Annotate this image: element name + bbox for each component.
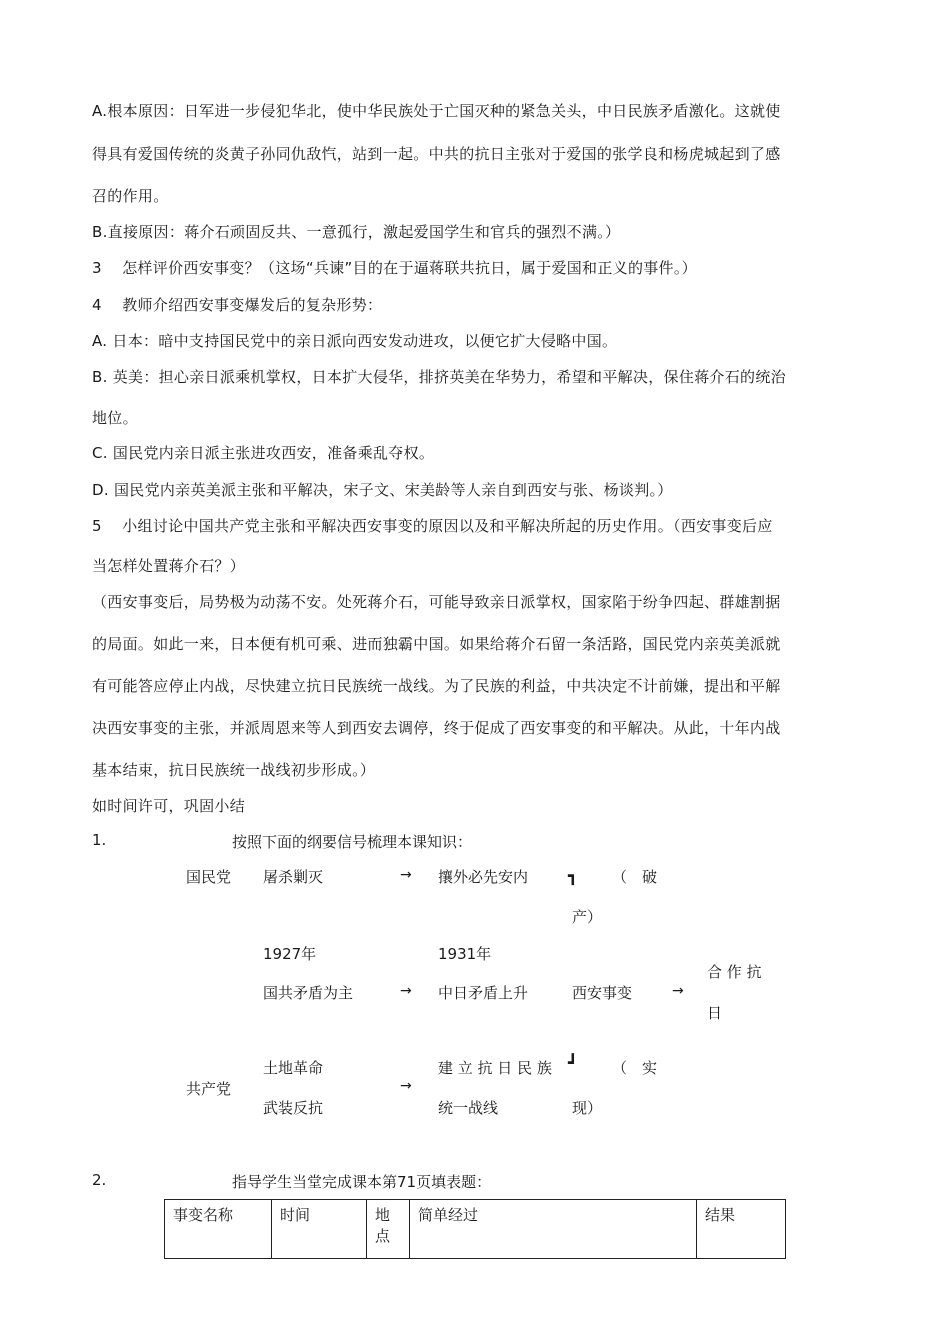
table-header-cell: 事变名称 [165, 1200, 272, 1259]
arrow-icon: → [672, 983, 684, 999]
diagram-xian-incident: 西安事变 [572, 984, 633, 1002]
arrow-icon: → [400, 983, 412, 999]
diagram-ccp: 共产党 [186, 1080, 232, 1098]
diagram-year-1931: 1931年 [438, 945, 492, 963]
para-discussion-5: 基本结束，抗日民族统一战线初步形成。） [92, 761, 376, 779]
diagram-kmt-policy: 攘外必先安内 [438, 868, 529, 886]
task-1-number: 1. [92, 831, 107, 849]
corner-bracket-icon: ┓ [568, 866, 578, 885]
diagram-ccp-action-1: 土地革命 [263, 1059, 324, 1077]
para-reason-root-3: 召的作用。 [92, 187, 169, 205]
para-discussion-3: 有可能答应停止内战，尽快建立抗日民族统一战线。为了民族的利益，中共决定不计前嫌，提出和平解 [92, 677, 781, 695]
task-2-number: 2. [92, 1171, 107, 1189]
para-item-3: 3 怎样评价西安事变？（这场“兵谏”目的在于逼蒋联共抗日，属于爱国和正义的事件。） [92, 259, 697, 277]
task-1-text: 按照下面的纲要信号梳理本课知识： [232, 833, 473, 851]
diagram-conflict-internal: 国共矛盾为主 [263, 984, 354, 1002]
para-pro-west: D. 国民党内亲英美派主张和平解决，宋子文、宋美龄等人亲自到西安与张、杨谈判。） [92, 481, 673, 499]
para-reason-direct: B.直接原因：蒋介石顽固反共、一意孤行，激起爱国学生和官兵的强烈不满。） [92, 223, 621, 241]
para-discussion-2: 的局面。如此一来，日本便有机可乘、进而独霸中国。如果给蒋介石留一条活路，国民党内亲英美派就 [92, 635, 781, 653]
para-item-5-2: 当怎样处置蒋介石？） [92, 557, 246, 575]
para-pro-japan: C. 国民党内亲日派主张进攻西安，准备乘乱夺权。 [92, 444, 435, 462]
diagram-cooperation-2: 日 [707, 1004, 723, 1022]
arrow-icon: → [400, 1078, 412, 1094]
diagram-break-close: 产） [572, 908, 603, 926]
table-header-cell: 地点 [367, 1200, 410, 1259]
diagram-kmt: 国民党 [186, 868, 232, 886]
task-2-text: 指导学生当堂完成课本第71页填表题： [232, 1173, 492, 1191]
diagram-real-close: 现） [572, 1099, 603, 1117]
para-uk-us-2: 地位。 [92, 409, 138, 427]
table-header-cell: 时间 [272, 1200, 367, 1259]
diagram-year-1927: 1927年 [263, 945, 317, 963]
diagram-ccp-action-2: 武装反抗 [263, 1099, 324, 1117]
diagram-kmt-action: 屠杀剿灭 [263, 868, 324, 886]
para-discussion-4: 决西安事变的主张，并派周恩来等人到西安去调停，终于促成了西安事变的和平解决。从此，十年内战 [92, 719, 781, 737]
diagram-real-open: （ 实 [612, 1059, 658, 1077]
diagram-conflict-japan: 中日矛盾上升 [438, 984, 529, 1002]
table-header-cell: 简单经过 [410, 1200, 697, 1259]
fill-in-table [164, 1199, 786, 1259]
para-reason-root-2: 得具有爱国传统的炎黄子孙同仇敌忾，站到一起。中共的抗日主张对于爱国的张学良和杨虎城起到了感 [92, 145, 781, 163]
diagram-cooperation-1: 合 作 抗 [707, 963, 762, 981]
para-item-5-1: 5 小组讨论中国共产党主张和平解决西安事变的原因以及和平解决所起的历史作用。（西安事变后应 [92, 517, 773, 535]
table-header-row [165, 1200, 786, 1259]
diagram-ccp-goal-2: 统一战线 [438, 1099, 499, 1117]
para-japan: A. 日本：暗中支持国民党中的亲日派向西安发动进攻，以便它扩大侵略中国。 [92, 332, 618, 350]
diagram-break-open: （ 破 [612, 868, 658, 886]
para-summary-heading: 如时间许可，巩固小结 [92, 797, 246, 815]
para-item-4: 4 教师介绍西安事变爆发后的复杂形势： [92, 296, 383, 314]
arrow-icon: → [400, 867, 412, 883]
corner-bracket-icon: ┛ [568, 1053, 578, 1072]
diagram-ccp-goal-1: 建 立 抗 日 民 族 [438, 1059, 552, 1077]
para-uk-us-1: B. 英美：担心亲日派乘机掌权，日本扩大侵华，排挤英美在华势力，希望和平解决，保住蒋介石的统治 [92, 368, 786, 386]
table-header-cell: 结果 [697, 1200, 786, 1259]
para-reason-root-1: A.根本原因：日军进一步侵犯华北，使中华民族处于亡国灭种的紧急关头，中日民族矛盾激化。这就使 [92, 102, 781, 120]
para-discussion-1: （西安事变后，局势极为动荡不安。处死蒋介石，可能导致亲日派掌权，国家陷于纷争四起、群雄割据 [92, 593, 781, 611]
